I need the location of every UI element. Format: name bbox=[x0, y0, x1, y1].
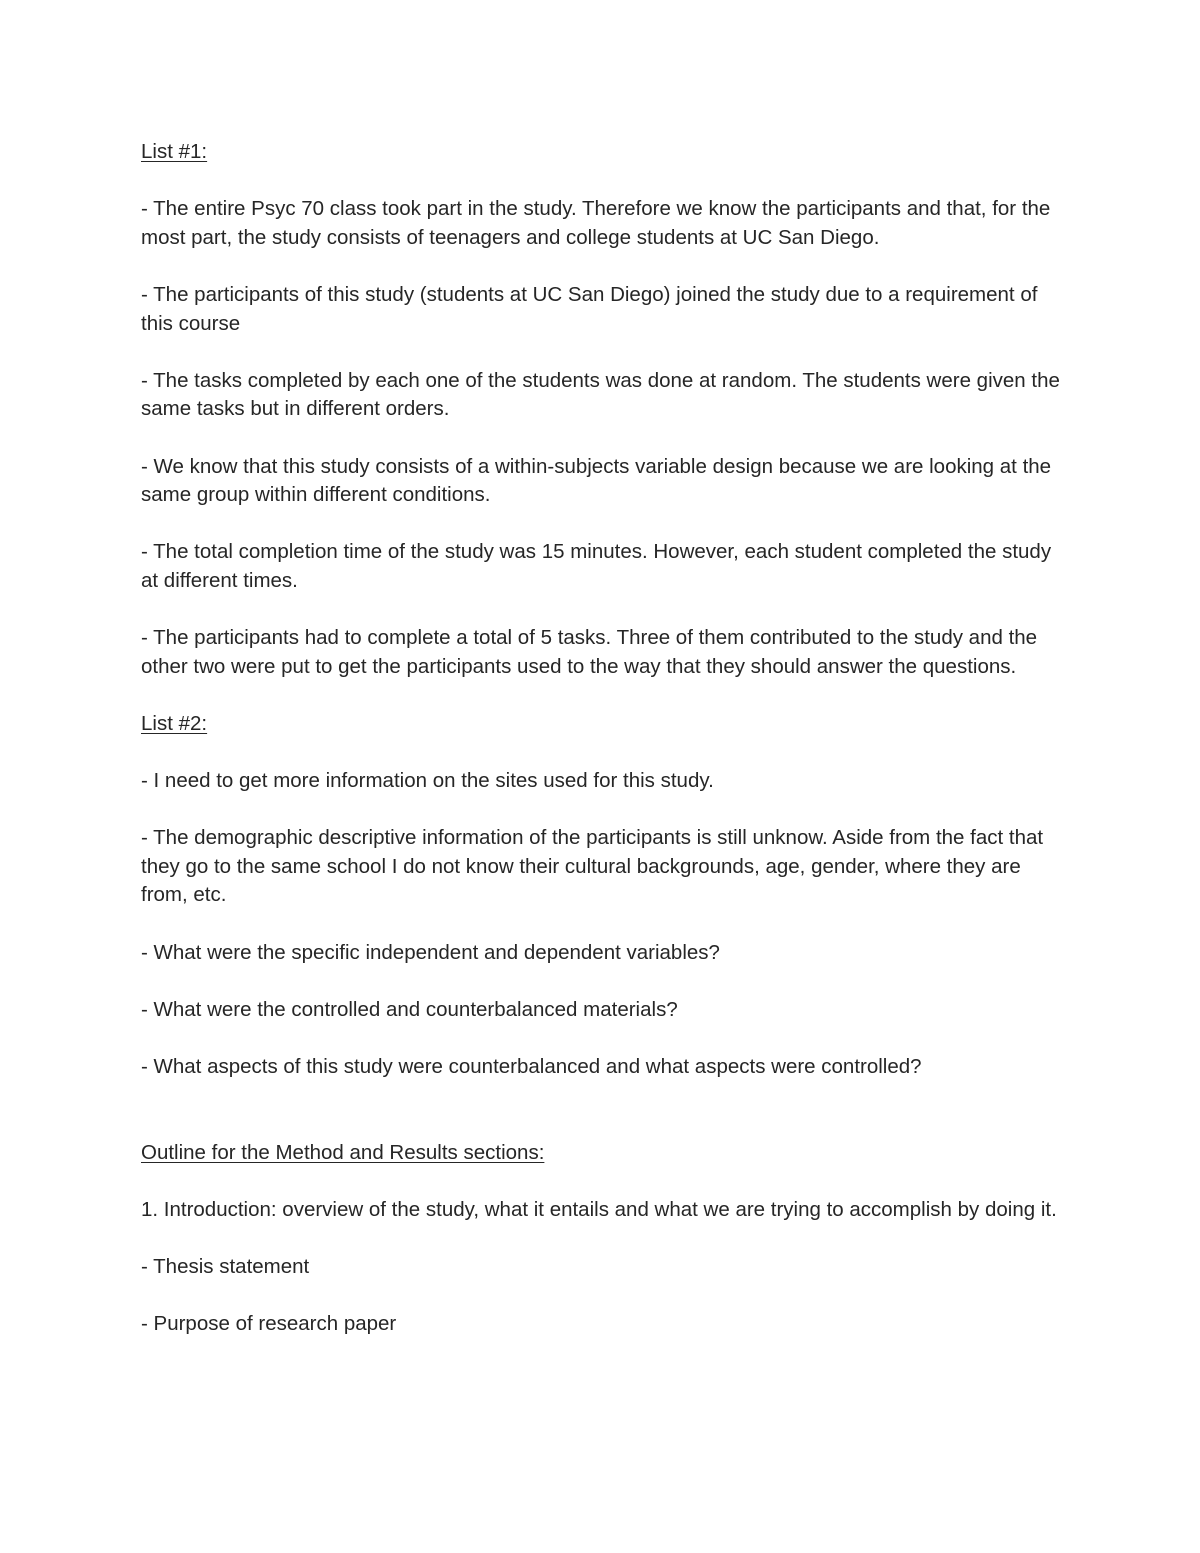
document-body bbox=[141, 138, 1061, 1368]
list1-item: - The entire Psyc 70 class took part in the study. Therefore we know the participants and that, for the most part, the study consists of teenagers and college students at UC San Diego. bbox=[141, 197, 1051, 249]
outline-item: - Thesis statement bbox=[141, 1255, 310, 1279]
outline-item: - Purpose of research paper bbox=[141, 1312, 397, 1336]
list2-item: - What were the specific independent and dependent variables? bbox=[141, 940, 720, 964]
list1-item: - The total completion time of the study was 15 minutes. However, each student completed the study at different times. bbox=[141, 540, 1052, 592]
list1-heading: List #1: bbox=[141, 140, 208, 163]
list1-item: - The tasks completed by each one of the students was done at random. The students were given the same tasks but in different orders. bbox=[141, 368, 1060, 421]
list2-item: - What were the controlled and counterbalanced materials? bbox=[141, 997, 678, 1021]
list1-item: - We know that this study consists of a within-subjects variable design because we are looking at the same group within different conditions. bbox=[141, 454, 1052, 507]
outline-item: 1. Introduction: overview of the study, what it entails and what we are trying to accomplish by doing it. bbox=[141, 1197, 1057, 1221]
list2-item: - I need to get more information on the sites used for this study. bbox=[141, 769, 714, 793]
list2-heading: List #2: bbox=[141, 711, 208, 735]
blank-line bbox=[141, 1110, 1061, 1139]
list1-item: - The participants of this study (students at UC San Diego) joined the study due to a requirement of this course bbox=[141, 282, 1038, 335]
outline-heading: Outline for the Method and Results sections: bbox=[141, 1140, 545, 1164]
list2-item: - What aspects of this study were counterbalanced and what aspects were controlled? bbox=[141, 1055, 922, 1078]
list1-item: - The participants had to complete a total of 5 tasks. Three of them contributed to the study and the other two were put to get the participants used to the way that they should answer the questions. bbox=[141, 626, 1038, 678]
list2-item: - The demographic descriptive information of the participants is still unknow. Aside from the fact that they go to the same school I do not know their cultural backgrounds, age, gender, where they are from, etc. bbox=[141, 826, 1044, 907]
